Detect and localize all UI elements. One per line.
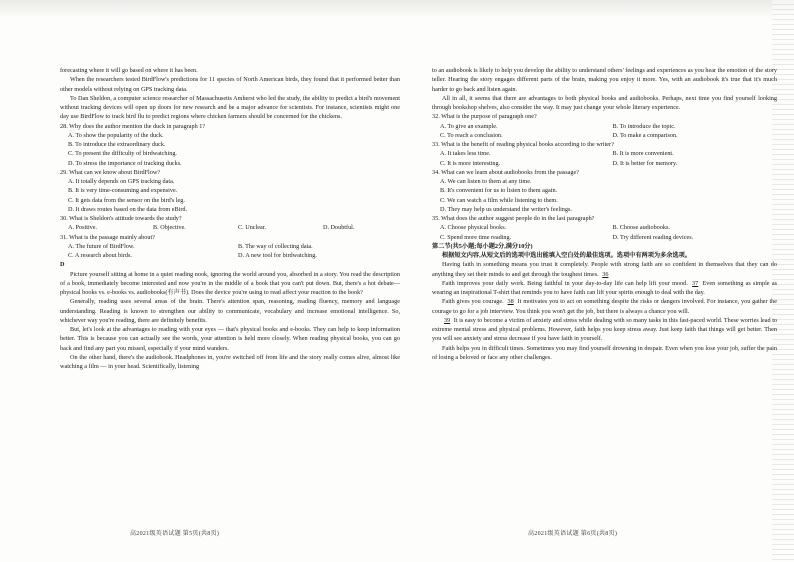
paragraph: forecasting where it will go based on where it has been. <box>60 67 198 74</box>
options-row <box>432 131 777 140</box>
option: C. Spend more time reading. <box>440 233 512 241</box>
option: D. Try different reading devices. <box>612 233 694 241</box>
paragraph: But, let's look at the advantages to reading with your eyes — that's physical books and e-books. They can help to keep information better. This is because you can actually see the words, your attention is held more closely. When reading physical books, you can go back and find any part you missed, especially if your mind wanders. <box>60 326 400 352</box>
paragraph <box>432 279 777 298</box>
options-row <box>432 223 777 232</box>
option: A. To show the popularity of the duck. <box>68 131 164 139</box>
page-footer-left: 高2021级英语试题 第5页(共8页) <box>130 531 220 537</box>
paragraph-text: Having faith in something means you trust it completely. People with strong faith are so confident in themselves that they can do anything they set their minds to and get through the toughest times. <box>432 261 777 278</box>
paragraph: On the other hand, there's the audiobook. Headphones in, you're switched off from life and the story really comes alive, almost like watching a film — in your head. Scientifically, listening <box>60 353 400 370</box>
section-heading: D <box>60 261 65 269</box>
paragraph <box>432 297 777 316</box>
option: B. The way of collecting data. <box>238 242 313 250</box>
paragraph <box>432 260 777 279</box>
paragraph: When the researchers tested BirdFlow's predictions for 11 species of North American birds, they found that it performed better than other models without relying on GPS tracking data. <box>60 76 400 93</box>
option: C. To reach a conclusion. <box>440 131 503 139</box>
paragraph: to an audiobook is likely to help you develop the ability to understand others' feelings and experiences as you hear the emotion of the story teller. Hearing the story engages different parts of the brain, making you enjoy it more. Yes, with an audiobook it's true that it's much harder to go back and listen again. <box>432 67 777 93</box>
blank-37: 37 <box>692 279 699 287</box>
paragraph: Generally, reading uses several areas of the brain. There's attention span, reasoning, reading fluency, memory and language understanding. Reading is known to strengthen our ability to communicate, vocabulary and increase emotional intelligence. So, whichever way you're reading, there are definitely benefits. <box>60 298 400 324</box>
option: B. To introduce the topic. <box>612 122 676 130</box>
option: D. They may help us understand the writer's feelings. <box>440 205 572 213</box>
paragraph: Picture yourself sitting at home in a quiet reading nook, ignoring the world around you, absorbed in a story. You read the description of a book, immediately become interested and now you're in the middle of a book that you can't put down. But, there's a hot debate—physical books vs. e-books vs. audiobooks(有声书). Does the device you're using to read affect your reaction to the book? <box>60 270 400 296</box>
options-row <box>432 159 777 168</box>
option: B. Choose audiobooks. <box>612 224 670 232</box>
option: C. It gets data from the sensor on the bird's leg. <box>68 196 185 204</box>
paragraph-text: It is easy to become a victim of anxiety and stress while dealing with so many tasks in this fast-paced world. These worries lead to extreme mental stress and physical problems. However, faith helps you keep stress away. Just keep faith that things will get better. Then you will see anxiety and stress decrease if you have faith in yourself. <box>432 316 778 343</box>
paragraph: All in all, it seems that there are advantages to both physical books and audiobooks. Perhaps, next time you find yourself looking through bookshop shelves, also consider the way. It may just change your whole literary experience. <box>432 94 777 111</box>
option: B. It is more convenient. <box>612 150 674 158</box>
question-29: 29. What can we know about BirdFlow? <box>60 168 161 176</box>
option: A. To give an example. <box>440 122 498 130</box>
option: D. Doubtful. <box>323 224 355 232</box>
paragraph-text: It motivates you to act on something despite the risks or dangers involved. For instance, you gather the courage to go for a job interview. You think you won't get the job, but there is always a chance you will. <box>432 298 777 315</box>
options-row <box>60 242 400 251</box>
option: A. It totally depends on GPS tracking data. <box>68 178 175 185</box>
paragraph-text: Even something as simple as wearing an inspirational T-shirt that reminds you to have faith can lift your spirits enough to deal with the day. <box>432 279 778 296</box>
option: D. It is better for memory. <box>612 159 678 167</box>
blank-36: 36 <box>602 270 609 278</box>
options-row <box>60 223 400 232</box>
question-31: 31. What is the passage mainly about? <box>60 233 155 241</box>
option: D. To stress the importance of tracking ducks. <box>68 159 182 167</box>
paragraph: Faith helps you in difficult times. Sometimes you may find yourself drowning in despair. Even when you lose your job, suffer the pain of losing a beloved or face any other challenges. <box>432 344 777 361</box>
options-row <box>60 251 400 260</box>
option: C. It is more interesting. <box>440 159 501 167</box>
option: A. Choose physical books. <box>440 224 507 232</box>
option: A. Positive. <box>68 224 98 232</box>
question-33: 33. What is the benefit of reading physical books according to the writer? <box>432 141 614 148</box>
option: B. Objective. <box>153 224 186 232</box>
instructions: 根据短文内容,从短文后的选项中选出能填入空白处的最佳选项。选项中有两项为多余选项。 <box>442 252 692 259</box>
option: C. To present the difficulty of birdwatching. <box>68 150 177 158</box>
question-35: 35. What does the author suggest people do in the last paragraph? <box>432 215 595 222</box>
question-28: 28. Why does the author mention the duck in paragraph 1? <box>60 122 206 130</box>
options-row <box>432 233 777 242</box>
options-row <box>432 122 777 131</box>
options-row <box>432 149 777 158</box>
question-32: 32. What is the purpose of paragraph one? <box>432 113 537 121</box>
option: A. The future of BirdFlow. <box>68 242 135 250</box>
blank-39: 39 <box>444 316 451 324</box>
option: D. A new tool for birdwatching. <box>238 252 317 259</box>
paragraph <box>432 316 777 344</box>
left-column <box>60 66 400 371</box>
question-34: 34. What can we learn about audiobooks from the passage? <box>432 168 579 176</box>
option: C. A research about birds. <box>68 252 132 259</box>
scan-top-edge <box>0 0 794 18</box>
option: D. It draws routes based on the data from eBird. <box>68 205 188 213</box>
page-footer-right: 高2021级英语试题 第6页(共8页) <box>528 531 618 537</box>
paragraph: To Dan Sheldon, a computer science researcher of Massachusetts Amherst who led the study, the ability to predict a bird's movement without tracking devices will open up doors for new research and be a major advance for scientists. For instance, scientists might one day use BirdFlow to track bird flu to predict regions where chicken farmers should be concerned for the chickens. <box>60 94 400 121</box>
section-heading: 第二节(共5小题;每小题2分,满分10分) <box>432 242 533 250</box>
paragraph-text: Faith improves your daily work. Being faithful in your day-to-day life can help lift your mood. <box>442 279 688 287</box>
option: B. To introduce the extraordinary duck. <box>68 141 166 148</box>
question-30: 30. What is Sheldon's attitude towards the study? <box>60 215 182 222</box>
option: D. To make a comparison. <box>612 131 678 139</box>
option: A. We can listen to them at any time. <box>440 178 532 185</box>
option: C. Unclear. <box>238 224 267 232</box>
option: B. It is very time-consuming and expensive. <box>68 187 178 195</box>
right-column <box>432 66 777 362</box>
option: A. It takes less time. <box>440 150 491 158</box>
paragraph-text: Faith gives you courage. <box>442 298 504 306</box>
blank-38: 38 <box>507 298 514 306</box>
option: C. We can watch a film while listening to them. <box>440 196 558 204</box>
option: B. It's convenient for us to listen to them again. <box>440 187 558 195</box>
